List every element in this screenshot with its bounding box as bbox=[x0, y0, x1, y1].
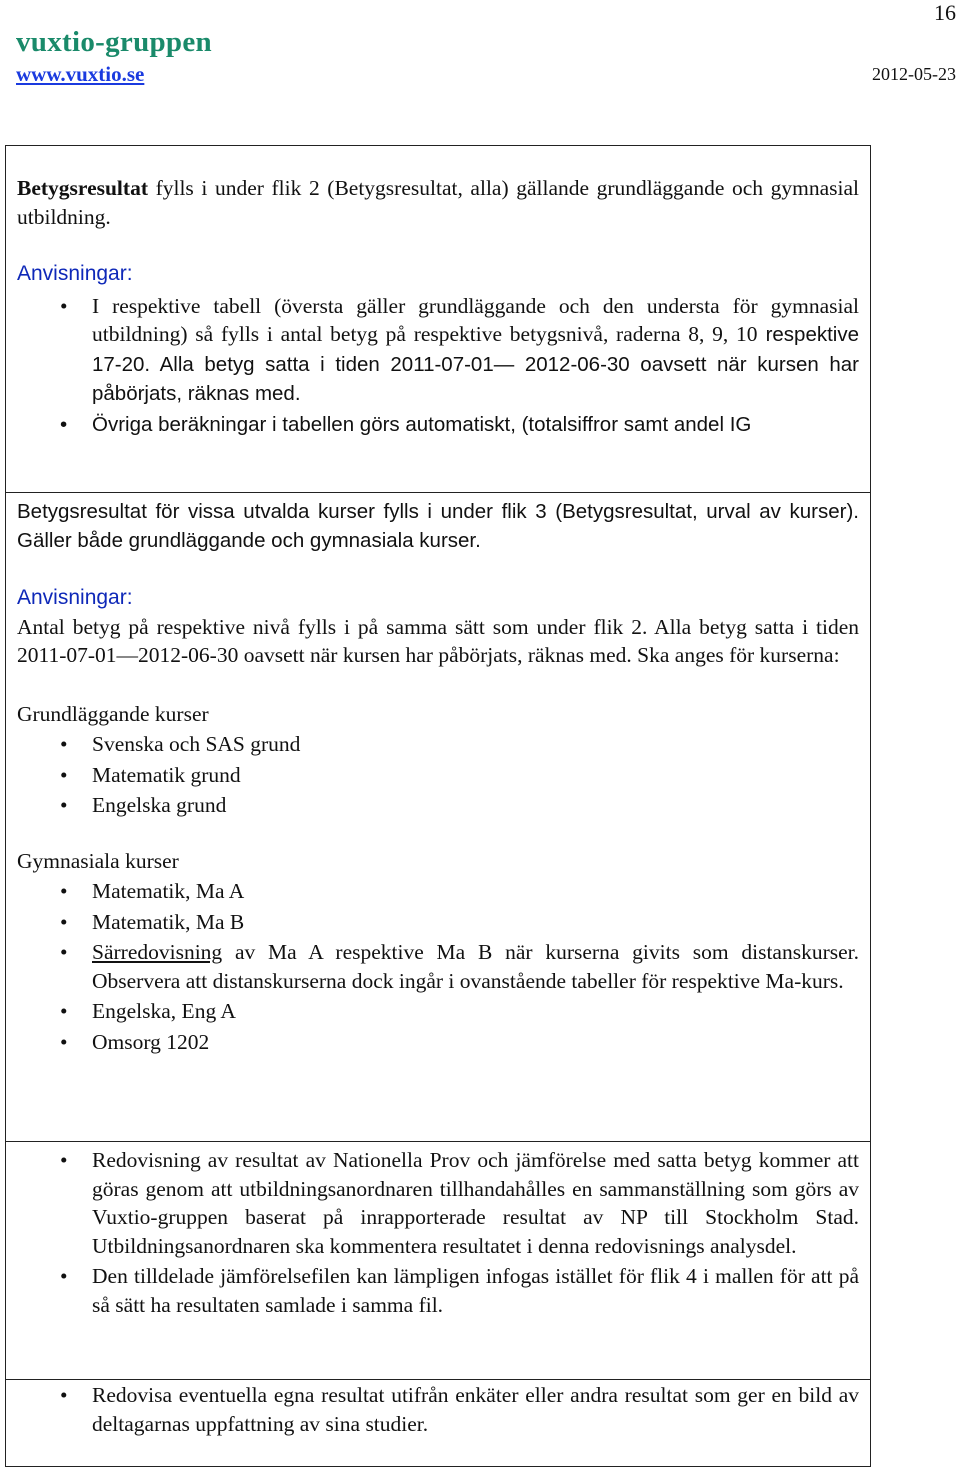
grade-results-box bbox=[5, 145, 871, 493]
list-item bbox=[17, 1146, 859, 1260]
grade-results-intro bbox=[17, 174, 859, 231]
website-link[interactable]: www.vuxtio.se bbox=[16, 62, 145, 86]
list-item bbox=[17, 1262, 859, 1319]
selected-courses-intro: Betygsresultat för vissa utvalda kurser fylls i under flik 3 (Betygsresultat, urval av kurser). Gäller både grundläggande och gymnasiala kurser. bbox=[17, 500, 859, 552]
basic-courses-heading: Grundläggande kurser bbox=[17, 701, 209, 726]
list-item bbox=[17, 292, 859, 409]
bullet-text: I respektive tabell (översta gäller grundläggande och den understa för gymnasial utbildning) så fylls i antal betyg på respektive betygsnivå, raderna 8, 9, 10 bbox=[92, 293, 859, 346]
page-number: 16 bbox=[934, 0, 956, 25]
list-item bbox=[17, 1381, 859, 1438]
course-name: Engelska, Eng A bbox=[92, 999, 236, 1023]
list-item bbox=[17, 997, 859, 1026]
course-name: Matematik, Ma B bbox=[92, 909, 245, 934]
bullet-text-continued: respektive 17-20. Alla betyg satta i tiden 2011-07-01— 2012-06-30 oavsett när kursen har påbörjats, räknas med. bbox=[92, 323, 859, 405]
list-item bbox=[17, 877, 859, 906]
brand-logo-text: vuxtio-gruppen bbox=[16, 26, 212, 58]
list-item bbox=[17, 1028, 859, 1057]
course-name: Matematik, Ma A bbox=[92, 879, 245, 903]
list-item bbox=[17, 761, 859, 790]
list-item bbox=[17, 730, 859, 759]
instructions-text: Antal betyg på respektive nivå fylls i på samma sätt som under flik 2. Alla betyg satta i tiden 2011-07-01—2012-06-30 oavsett när kursen har påbörjats, räknas med. Ska anges för kurserna: bbox=[17, 614, 859, 667]
national-tests-box bbox=[5, 1141, 871, 1380]
intro-rest: fylls i under flik 2 (Betygsresultat, alla) gällande grundläggande och gymnasial utbildning. bbox=[17, 176, 859, 229]
course-name: Svenska och SAS grund bbox=[92, 732, 301, 756]
selected-courses-box bbox=[5, 492, 871, 1142]
bullet-text: Redovisa eventuella egna resultat utifrån enkäter eller andra resultat som ger en bild av deltagarnas uppfattning av sina studier. bbox=[92, 1383, 859, 1436]
course-name: Omsorg 1202 bbox=[92, 1029, 210, 1054]
list-item bbox=[17, 411, 859, 440]
intro-bold: Betygsresultat bbox=[17, 176, 148, 200]
course-name: Engelska grund bbox=[92, 793, 227, 817]
separate-reporting-text: av Ma A respektive Ma B när kurserna givits som distanskurser. Observera att distanskurserna dock ingår i ovanstående tabeller för respektive Ma-kurs. bbox=[92, 940, 859, 993]
instructions-heading: Anvisningar: bbox=[17, 262, 133, 285]
own-results-box bbox=[5, 1379, 871, 1467]
instructions-heading: Anvisningar: bbox=[17, 586, 133, 609]
upper-secondary-courses-heading: Gymnasiala kurser bbox=[17, 848, 179, 873]
document-date: 2012-05-23 bbox=[872, 64, 956, 84]
bullet-text: Den tilldelade jämförelsefilen kan lämpligen infogas istället för flik 4 i mallen för att på så sätt ha resultaten samlade i samma fil. bbox=[92, 1264, 859, 1317]
bullet-text: Redovisning av resultat av Nationella Prov och jämförelse med satta betyg kommer att göras genom att utbildningsanordnaren tillhandahålles en sammanställning som görs av Vuxtio-gruppen baserat på inrapporterade resultat av NP till Stockholm Stad. Utbildningsanordnaren ska kommentera resultatet i denna redovisnings analysdel. bbox=[92, 1148, 859, 1258]
bullet-text: Övriga beräkningar i tabellen görs automatiskt, (totalsiffror samt andel IG bbox=[92, 412, 752, 436]
course-name: Matematik grund bbox=[92, 762, 241, 787]
separate-reporting-term: Särredovisning bbox=[92, 940, 223, 964]
list-item bbox=[17, 908, 859, 937]
list-item bbox=[17, 791, 859, 820]
list-item bbox=[17, 938, 859, 995]
